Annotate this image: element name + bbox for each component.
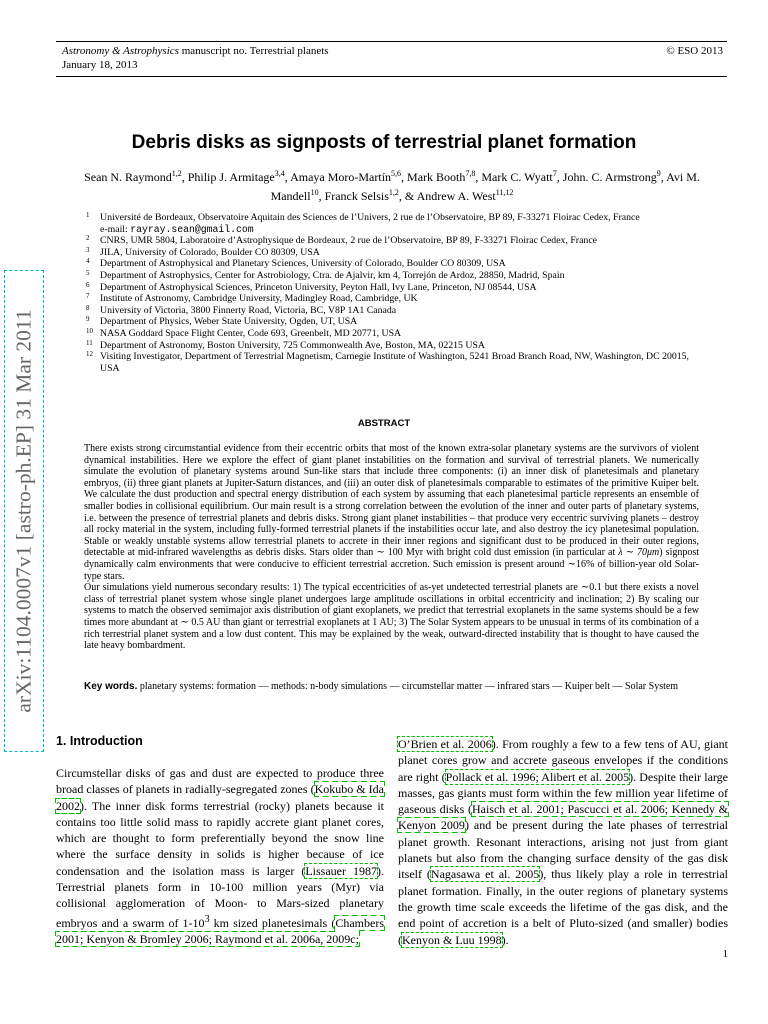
body-text: ). Despite their large masses, gas giants must form within the few million year lifetime of gaseous disks ( bbox=[398, 769, 728, 817]
email-line bbox=[100, 224, 704, 236]
author-affiliation-marker: 1,2 bbox=[388, 188, 399, 197]
affiliation-item bbox=[86, 258, 704, 270]
body-text: ). Terrestrial planets form in 10-100 million years (Myr) via collisional agglomeration of Moon- to Mars-sized planetary embryos and a swarm of 1-10 bbox=[56, 863, 384, 930]
affiliation-text: Department of Astrophysical and Planetary Sciences, University of Colorado, Boulder CO 80309, USA bbox=[100, 258, 506, 270]
citation-link[interactable]: O’Brien et al. 2006 bbox=[398, 737, 492, 751]
affiliation-item bbox=[86, 351, 704, 374]
affiliation-number: 3 bbox=[86, 245, 90, 254]
affiliation-text: NASA Goddard Space Flight Center, Code 693, Greenbelt, MD 20771, USA bbox=[100, 327, 402, 339]
affiliation-text: Department of Astronomy, Boston University, 725 Commonwealth Ave, Boston, MA, 02215 USA bbox=[100, 339, 485, 351]
author-name: Franck Selsis bbox=[324, 189, 389, 203]
author-affiliation-marker: 1,2 bbox=[171, 169, 182, 178]
body-text: ). bbox=[501, 932, 509, 947]
body-text: Circumstellar disks of gas and dust are expected to produce three broad classes of planets in radially-segregated zones ( bbox=[56, 766, 384, 797]
author-list bbox=[76, 166, 708, 204]
affiliation-text: Visiting Investigator, Department of Terrestrial Magnetism, Carnegie Institute of Washington, 5241 Broad Branch Road, NW, Washington, DC 20015, USA bbox=[100, 351, 690, 374]
abstract-body bbox=[84, 443, 699, 652]
copyright-notice: © ESO 2013 bbox=[666, 45, 723, 57]
arxiv-identifier: arXiv:1104.0007v1 [astro-ph.EP] 31 Mar 2011 bbox=[11, 309, 36, 713]
affiliation-number: 9 bbox=[86, 315, 90, 324]
affiliation-text: Department of Astrophysics, Center for Astrobiology, Ctra. de Ajalvir, km 4, Torrejón de Ardoz, 28850, Madrid, Spain bbox=[100, 269, 565, 281]
citation-link[interactable]: Chambers 2001; Kenyon & Bromley 2006; Raymond et al. 2006a, 2009c; bbox=[56, 915, 384, 946]
abstract-paragraph bbox=[84, 443, 699, 582]
author-name: Amaya Moro-Martín bbox=[290, 170, 392, 184]
keywords-text: planetary systems: formation — methods: n-body simulations — circumstellar matter — infrared stars — Kuiper belt — Solar System bbox=[137, 681, 679, 692]
author-separator: , bbox=[401, 170, 408, 184]
affiliation-number: 10 bbox=[86, 326, 93, 335]
author-affiliation-marker: 7,8 bbox=[465, 169, 476, 178]
keywords-label: Key words. bbox=[84, 681, 138, 692]
affiliation-item bbox=[86, 212, 704, 235]
affiliation-number: 7 bbox=[86, 292, 90, 301]
affiliation-list bbox=[86, 212, 704, 374]
manuscript-id: manuscript no. Terrestrial planets bbox=[178, 45, 329, 57]
abstract-heading: ABSTRACT bbox=[357, 418, 411, 429]
abstract-wavelength: λ ∼ 70μm bbox=[618, 547, 660, 559]
affiliation-text: Université de Bordeaux, Observatoire Aquitain des Sciences de l’Univers, 2 rue de l’Observatoire, BP 89, F-33271 Floirac Cedex, France bbox=[100, 212, 640, 223]
author-separator: , bbox=[660, 170, 667, 184]
author-affiliation-marker: 10 bbox=[310, 188, 319, 197]
author-separator: , bbox=[284, 170, 291, 184]
affiliation-number: 4 bbox=[86, 257, 90, 266]
author-name: Avi M. Mandell bbox=[270, 170, 700, 203]
author-separator: , bbox=[475, 170, 482, 184]
affiliation-item bbox=[86, 340, 704, 352]
author-name: Philip J. Armitage bbox=[187, 170, 275, 184]
email-link[interactable]: rayray.sean@gmail.com bbox=[130, 223, 254, 235]
author-name: Sean N. Raymond bbox=[84, 170, 172, 184]
author-separator: , bbox=[318, 189, 325, 203]
affiliation-number: 6 bbox=[86, 280, 90, 289]
paper-title: Debris disks as signposts of terrestrial planet formation bbox=[131, 132, 637, 153]
body-text: ), thus likely play a role in terrestrial planet formation. Finally, in the outer regions of planetary systems the growth time scale exceeds the lifetime of the gas disk, and the end point of accretion is a belt of Pluto-sized (and smaller) bodies ( bbox=[398, 867, 729, 947]
body-text: ). The inner disk forms terrestrial (rocky) planets because it contains too little solid mass to rapidly accrete giant planet cores, which are thought to form preferentially beyond the snow line where the surface density in solids is higher because of ice condensation and the isolation mass is larger ( bbox=[56, 798, 384, 878]
author-affiliation-marker: 3,4 bbox=[274, 169, 285, 178]
citation-link[interactable]: Kenyon & Luu 1998 bbox=[402, 932, 502, 947]
affiliation-text: CNRS, UMR 5804, Laboratoire d’Astrophysique de Bordeaux, 2 rue de l’Observatoire, BP 89, F-33271 Floirac Cedex, France bbox=[100, 235, 598, 247]
page-number: 1 bbox=[722, 948, 728, 960]
author-name: Mark C. Wyatt bbox=[481, 170, 553, 184]
citation-link[interactable]: Pollack et al. 1996; Alibert et al. 2005 bbox=[445, 769, 630, 784]
author-name: John. C. Armstrong bbox=[562, 170, 657, 184]
author-separator: , bbox=[181, 170, 188, 184]
citation-link[interactable]: Kokubo & Ida 2002 bbox=[56, 782, 384, 813]
affiliation-number: 11 bbox=[86, 338, 93, 347]
running-header bbox=[56, 41, 727, 77]
affiliation-item bbox=[86, 282, 704, 294]
affiliation-text: Department of Astrophysical Sciences, Princeton University, Peyton Hall, Ivy Lane, Princeton, NJ 08544, USA bbox=[100, 281, 537, 293]
intro-column-right bbox=[398, 736, 728, 948]
superscript: 3 bbox=[204, 913, 210, 925]
arxiv-stamp[interactable] bbox=[4, 270, 44, 752]
affiliation-item bbox=[86, 247, 704, 259]
affiliation-number: 2 bbox=[86, 234, 90, 243]
abstract-text: There exists strong circumstantial evidence from their eccentric orbits that most of the known extra-solar planetary systems are the survivors of violent dynamical instabilities. Here we explore the effect of giant planet instabilities on the formation and survival of terrestrial planets. We numerically simulate the evolution of planetary systems around Sun-like stars that include three components: (i) an inner disk of planetesimals and planetary embryos, (ii) three giant planets at Jupiter-Saturn distances, and (iii) an outer disk of planetesimals comparable to estimates of the primitive Kuiper belt. We calculate the dust production and spectral energy distribution of each system by assuming that each planetesimal particle represents an ensemble of smaller bodies in collisional equilibrium. Our main result is a strong correlation between the evolution of the inner and outer parts of planetary systems, i.e. between the presence of terrestrial planets and debris disks. Strong giant planet instabilities – that produce very eccentric surviving planets – destroy all rocky material in the system, including fully-formed terrestrial planets if the instabilities occur late, and also destroy the icy planetesimal population. Stable or weakly unstable systems allow terrestrial planets to accrete in their inner regions and significant dust to be produced in their outer regions, detectable at mid-infrared wavelengths as debris disks. Stars older than ∼ 100 Myr with bright cold dust emission (in particular at bbox=[84, 443, 699, 559]
keywords bbox=[84, 681, 699, 694]
affiliation-item bbox=[86, 270, 704, 282]
affiliation-text: Institute of Astronomy, Cambridge University, Madingley Road, Cambridge, UK bbox=[100, 293, 418, 305]
affiliation-number: 8 bbox=[86, 303, 90, 312]
affiliation-item bbox=[86, 235, 704, 247]
author-affiliation-marker: 7 bbox=[552, 169, 557, 178]
author-affiliation-marker: 9 bbox=[656, 169, 661, 178]
affiliation-item bbox=[86, 293, 704, 305]
abstract-paragraph: Our simulations yield numerous secondary results: 1) The typical eccentricities of as-yet undetected terrestrial planets are ∼0.1 but there exists a novel class of terrestrial planet system whose single planet undergoes large amplitude oscillations in orbital eccentricity and inclination; 2) By scaling our systems to match the observed semimajor axis distribution of giant exoplanets, we predict that terrestrial exoplanets in the same systems should be a few times more abundant at ∼ 0.5 AU than giant or terrestrial exoplanets at 1 AU; 3) The Solar System appears to be unusual in terms of its combination of a rich terrestrial planet system and a low dust content. This may be explained by the weak, outward-directed instability that is thought to have caused the late heavy bombardment. bbox=[84, 582, 699, 652]
author-separator: , bbox=[556, 170, 563, 184]
section-heading: 1. Introduction bbox=[56, 734, 143, 748]
author-name: Mark Booth bbox=[407, 170, 466, 184]
author-name: Andrew A. West bbox=[416, 189, 496, 203]
email-label: e-mail: bbox=[100, 223, 131, 235]
body-text: km sized planetesimals ( bbox=[209, 915, 336, 930]
author-separator: , & bbox=[398, 189, 417, 203]
affiliation-number: 12 bbox=[86, 350, 93, 359]
author-affiliation-marker: 11,12 bbox=[495, 188, 514, 197]
affiliation-number: 5 bbox=[86, 268, 90, 277]
body-text: ). From roughly a few to a few tens of AU, giant planet cores grow and accrete gaseous envelopes if the conditions are right ( bbox=[398, 737, 728, 784]
author-affiliation-marker: 5,6 bbox=[391, 169, 402, 178]
citation-link[interactable]: Haisch et al. 2001; Pascucci et al. 2006; Kennedy & Kenyon 2009 bbox=[398, 802, 728, 833]
affiliation-text: Department of Physics, Weber State University, Ogden, UT, USA bbox=[100, 316, 358, 328]
abstract-text: ) signpost dynamically calm environments that were conducive to efficient terrestrial accretion. Such emission is present around ∼16% of billion-year old Solar-type stars. bbox=[84, 547, 700, 582]
affiliation-item bbox=[86, 316, 704, 328]
affiliation-text: JILA, University of Colorado, Boulder CO 80309, USA bbox=[100, 246, 320, 258]
affiliation-text: University of Victoria, 3800 Finnerty Road, Victoria, BC, V8P 1A1 Canada bbox=[100, 304, 397, 316]
affiliation-item bbox=[86, 305, 704, 317]
body-text: ) and be present during the late phases of terrestrial planet growth. Resonant interactions, arising not just from giant planets but also from the changing surface density of the gas disk itself ( bbox=[398, 818, 728, 882]
manuscript-date: January 18, 2013 bbox=[62, 59, 138, 71]
intro-column-left bbox=[56, 765, 384, 947]
citation-link[interactable]: Nagasawa et al. 2005 bbox=[430, 867, 540, 882]
manuscript-info bbox=[62, 45, 329, 58]
citation-link[interactable]: Lissauer 1987 bbox=[305, 863, 377, 878]
affiliation-number: 1 bbox=[86, 211, 90, 219]
affiliation-item bbox=[86, 328, 704, 340]
journal-name: Astronomy & Astrophysics bbox=[62, 45, 179, 57]
